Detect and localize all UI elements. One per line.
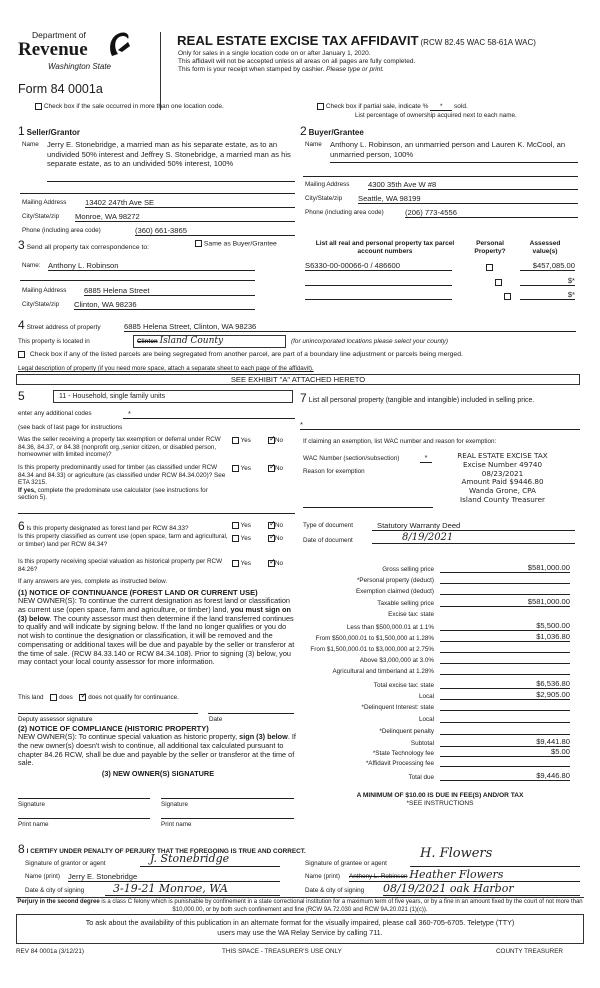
tax-row [300,631,580,642]
partial-sale-checkbox[interactable] [317,103,324,110]
subtext-3b: Please type or print. [326,66,384,73]
assessed-value-3[interactable]: $* [520,290,575,300]
tax-value[interactable]: $6,536.80 [440,679,570,689]
stamp-line-5: Wanda Grone, CPA [469,486,536,496]
no-label: No [275,560,284,568]
tax-label: From $500,000.01 to $1,500,000 at 1.28% [315,634,434,642]
buyer-city-label: City/State/zip [305,195,343,202]
buyer-num: 2 [300,124,307,138]
tax-label: *Delinquent Interest: state [361,703,434,711]
perjury-bold: Perjury in the second degree [17,899,100,905]
tax-row [300,642,580,653]
tax-row [300,747,580,757]
land-use-code[interactable]: 11 - Household, single family units [53,390,293,403]
s6-q2: Is this property classified as current use (open space, farm and agricultural, or timber) land per RCW 84.34? [18,533,228,548]
tax-value[interactable] [440,702,570,711]
tax-label: *Personal property (deduct) [356,576,434,584]
n2-bold: sign (3) below [239,732,288,741]
tax-row [300,664,580,675]
tax-row [300,757,580,767]
yes-label: Yes [240,437,251,445]
form-number: Form 84 0001a [18,82,103,96]
no-label: No [275,437,284,445]
located-struck: Clinton [137,339,158,345]
located-select[interactable] [133,335,286,348]
treasurer-space-label: THIS SPACE - TREASURER'S USE ONLY [222,948,342,955]
tax-table [300,561,580,781]
parcel-col2-header: Personal Property? [474,240,506,255]
does-checkbox[interactable] [50,694,57,701]
s6-q1-no[interactable] [268,522,283,529]
legal-label: Legal description of property (if you need more space, attach a separate sheet to each page of the affidavit). [18,365,314,372]
tax-value[interactable]: $5.00 [440,747,570,757]
doc-type-label: Type of document [303,522,354,529]
county-treasurer-label: COUNTY TREASURER [496,948,563,955]
tax-value[interactable] [440,714,570,723]
tax-value[interactable] [440,575,570,584]
tax-value[interactable]: $5,500.00 [440,621,570,631]
buyer-name-line2 [303,176,578,177]
tax-row [300,653,580,664]
section5-num: 5 [18,389,25,403]
any-yes-note: If any answers are yes, complete as instructed below. [18,578,168,585]
does-label: does [59,694,73,702]
s6-q3-no[interactable] [268,560,283,567]
seller-city-label: City/State/zip [22,213,60,220]
s5-q1: Was the seller receiving a property tax exemption or deferral under RCW 84.36, 84.37, or 84.38 (nonprofit org.,senior citizen, or disabled person, homeowner with limited income)? [18,436,221,459]
revenue-label: Revenue [18,39,88,60]
doc-date-label: Date of document [303,537,353,544]
corr-name[interactable]: Anthony L. Robinson [48,261,255,271]
tax-value[interactable] [440,726,570,735]
owner-sig-line-2[interactable] [161,798,294,799]
owner-sig-label-1: Signature [18,801,45,808]
s6-q2-yes[interactable] [232,535,251,542]
grantee-sig-label: Signature of grantee or agent [305,860,387,867]
subtext-1: Only for sales in a single location code on or after January 1, 2020. [178,50,371,57]
correspondence-heading [18,238,149,252]
segregated-check[interactable] [18,351,463,358]
s5-q2-no-checkbox[interactable] [268,465,275,472]
title-text: REAL ESTATE EXCISE TAX AFFIDAVIT [177,33,419,48]
washington-state-label: Washington State [48,62,112,71]
tax-value[interactable]: $581,000.00 [440,563,570,573]
tax-label: Agricultural and timberland at 1.28% [332,667,434,675]
buyer-mailing-label: Mailing Address [305,181,350,188]
multi-location-checkbox[interactable] [35,103,42,110]
continuance-row [18,694,179,701]
n2-a: NEW OWNER(S): To continue special valuation as historic property, [18,732,240,741]
tax-row [300,700,580,711]
s6-q1-text: Is this property designated as forest land per RCW 84.33? [26,525,189,532]
stamp-line-1: REAL ESTATE EXCISE TAX [457,451,548,460]
grantor-sig-label: Signature of grantor or agent [25,860,106,867]
assessed-value-2[interactable]: $* [520,276,575,286]
s5-q2-no[interactable] [268,465,283,472]
parcel-number-3[interactable] [305,289,452,300]
wac-number[interactable]: * [420,453,432,463]
s5-q2-yes-checkbox[interactable] [232,465,239,472]
tax-label: Less than $500,000.01 at 1.1% [346,623,434,631]
tax-label: Total due [408,773,434,781]
header-divider [160,32,161,110]
tax-label: Local [418,715,434,723]
owner-print-label-1: Print name [18,821,49,828]
corr-city-label: City/State/zip [22,301,60,308]
header-subtext [178,50,415,74]
doc-type[interactable]: Statutory Warranty Deed [372,521,575,531]
tax-value[interactable] [440,586,570,595]
notice-continuance-title: (1) NOTICE OF CONTINUANCE (FOREST LAND OR CURRENT USE) [18,588,258,597]
minimum-due-note: A MINIMUM OF $10.00 IS DUE IN FEE(S) AND/OR TAX [356,792,524,799]
reason-label: Reason for exemption [303,468,365,475]
perjury-notice [16,897,584,914]
s5-q1-no-checkbox[interactable] [268,437,275,444]
personal-property-checkbox-2[interactable] [495,279,502,286]
parcel-col1-header: List all real and personal property tax parcel account numbers [315,240,455,255]
seller-phone[interactable]: (360) 661-3865 [135,226,295,236]
grantee-name-label: Name (print) [305,873,340,880]
reason-line[interactable] [303,507,433,508]
s6-q2-no[interactable] [268,535,283,542]
buyer-phone-label: Phone (including area code) [305,209,384,216]
stamp-line-3: 08/23/2021 [481,468,524,478]
tax-row [300,573,580,584]
parcel-number-2[interactable] [305,275,452,286]
owner-sig-label-2: Signature [161,801,188,808]
seller-name-line1 [47,181,295,182]
tax-value[interactable] [440,655,570,664]
n2-b: . If the new owner(s) doesn't wish to continue, all additional tax calculated pursuant to chapter 84.26 RCW, shall be due and payable by the seller or transferor at the time of sale. [18,732,296,768]
seller-heading [18,124,80,138]
grantee-name-handwritten: Heather Flowers [409,868,504,881]
perjury-text: is a class C felony which is punishable by confinement in a state correctional institution for a maximum term of five years, or by a fine in an amount fixed by the court of not more than $10,000.00, or by both such confinement and fine (RCW 9A.72.030 and RCW 9A.20.021 (1)(c)). [99,899,583,913]
s5-q2-text: Is this property predominantly used for timber (as classified under RCW 84.34 and 84.33) or agriculture (as classified under RCW 84.34.020)? See ETA 3215. [18,464,226,487]
legal-description[interactable]: SEE EXHIBIT "A" ATTACHED HERETO [16,374,580,385]
subtext-2: This affidavit will not be accepted unless all areas on all pages are fully completed. [178,58,416,65]
correspondence-label: Send all property tax correspondence to: [26,244,150,251]
property-street-label [18,318,101,332]
s6-q2-yes-checkbox[interactable] [232,535,239,542]
dept-of-label: Department of [32,30,86,40]
tax-value[interactable]: $9,441.80 [440,737,570,747]
corr-name-label: Name: [22,262,41,269]
s6-q1-yes[interactable] [232,522,251,529]
new-owner-sig-title: (3) NEW OWNER(S) SIGNATURE [101,769,215,778]
tax-row [300,607,580,618]
tax-label: *Affidavit Processing fee [365,759,434,767]
s6-q3: Is this property receiving special valuation as historical property per RCW 84.26? [18,558,223,573]
grantor-name-label: Name (print) [25,873,60,880]
tax-row [300,675,580,689]
yes-label: Yes [240,522,251,530]
owner-print-line-1[interactable] [18,818,150,819]
street-label: Street address of property [26,324,101,331]
tax-row [300,618,580,631]
section7-label [300,391,580,405]
correspondence-num: 3 [18,238,25,252]
tax-label: Taxable selling price [377,599,434,607]
alt-format-notice: To ask about the availability of this publication in an alternate format for the visually impaired, please call 360-705-6705. Teletype (TTY) users may use the WA Relay Service by calling 711. [16,914,584,944]
s6-q3-yes-checkbox[interactable] [232,560,239,567]
deputy-sig-line [18,713,198,714]
stamp-line-2: Excise Number 49740 [462,459,543,469]
buyer-name-label: Name [305,141,322,148]
multi-location-label: Check box if the sale occurred in more than one location code. [43,103,224,111]
seller-mailing[interactable]: 13402 247th Ave SE [85,198,295,208]
buyer-heading [300,124,364,138]
s6-q1-yes-checkbox[interactable] [232,522,239,529]
s5-q1-yes-checkbox[interactable] [232,437,239,444]
treasurer-stamp [420,452,585,505]
doc-date[interactable]: 8/19/2021 [372,532,575,544]
tax-value[interactable]: $581,000.00 [440,597,570,607]
buyer-name-line1 [330,162,578,163]
tax-label: Local [418,692,434,700]
same-as-buyer-checkbox[interactable] [195,240,202,247]
seller-num: 1 [18,124,25,138]
owner-print-label-2: Print name [161,821,192,828]
title-rcw: (RCW 82.45 WAC 58-61A WAC) [420,38,536,47]
tax-value[interactable] [440,666,570,675]
s6-q2-no-checkbox[interactable] [268,535,275,542]
seller-mailing-label: Mailing Address [22,199,67,206]
s5-q2-ifyes: If yes, [18,486,36,494]
grantor-name[interactable]: Jerry E. Stonebridge [68,872,280,882]
yes-label: Yes [240,465,251,473]
corr-name-line2 [20,280,255,281]
no-label: No [275,535,284,543]
deputy-date-label: Date [209,716,223,723]
located-note: (for unincorporated locations please select your county) [291,338,449,345]
tax-label: *State Technology fee [372,749,434,757]
grantee-signature[interactable]: H. Flowers [410,846,580,867]
s5-q1-no[interactable] [268,437,283,444]
section7-num: 7 [300,391,307,405]
dor-logo [18,30,138,75]
seller-title: Seller/Grantor [26,128,80,137]
seller-name-line2 [20,193,295,194]
tax-label: Subtotal [410,739,434,747]
tax-row [300,723,580,735]
subtext-3a: This form is your receipt when stamped by cashier. [178,66,325,73]
tax-value[interactable]: $9,446.80 [440,771,570,781]
owner-sig-line-1[interactable] [18,798,150,799]
n1-b: . The county assessor must then determine if the land transferred continues to qualify and will indicate by signing below. If the land no longer qualifies or you do not wish to continue the designation or classification, it will be removed and the compensating or additional taxes will be due and payable by the seller or transferor at the time of sale. (RCW 84.33.140 or RCW 84.34.108). Prior to signing (3) below, you may contact your local county assessor for more information. [18,613,295,667]
buyer-name[interactable]: Anthony L. Robinson, an unmarried person and Lauren K. McCool, an unmarried person, 100% [330,140,566,159]
located-label: This property is located in [18,338,90,345]
tax-row [300,735,580,747]
buyer-city[interactable]: Seattle, WA 98199 [358,194,578,204]
no-label: No [275,465,284,473]
deputy-sig-label: Deputy assessor signature [18,716,93,723]
additional-codes-label: enter any additional codes [18,410,92,417]
located-handwritten: Island County [159,336,224,346]
s5-q1-yes[interactable] [232,437,251,444]
see-instructions-note: *SEE INSTRUCTIONS [406,800,474,807]
buyer-mailing[interactable]: 4300 35th Ave W #8 [368,180,578,190]
does-not-checkbox[interactable] [79,694,86,701]
additional-codes[interactable]: * [123,409,295,419]
tax-row [300,595,580,607]
segregated-label: Check box if any of the listed parcels are being segregated from another parcel, are part of a boundary line adjustment or parcels being merged. [29,351,463,359]
s6-q1 [18,519,189,533]
this-land-label: This land [18,694,44,702]
same-as-buyer-label: Same as Buyer/Grantee [203,240,277,248]
corr-city[interactable]: Clinton, WA 98236 [74,300,255,310]
grantee-name-field[interactable] [349,868,580,882]
property-num: 4 [18,318,25,332]
s5-q2-yes[interactable] [232,465,251,472]
corr-mailing-label: Mailing Address [22,287,67,294]
s5-q2 [18,464,228,502]
notice-compliance-title: (2) NOTICE OF COMPLIANCE (HISTORIC PROPERTY) [18,724,209,733]
multi-location-check[interactable] [35,103,224,110]
grantee-date-city[interactable]: 08/19/2021 oak Harbor [383,882,580,896]
stamp-line-6: Island County Treasurer [460,494,545,504]
tax-value[interactable] [440,644,570,653]
form-title [177,33,536,48]
buyer-title: Buyer/Grantee [308,128,364,137]
tax-label: *Delinquent penalty [379,727,434,735]
tax-row [300,689,580,700]
section6-num: 6 [18,519,25,533]
wac-label: WAC Number (section/subsection) [303,455,400,462]
partial-note: List percentage of ownership acquired next to each name. [355,112,517,119]
subtext-3 [178,66,415,74]
grantor-date-city[interactable]: 3-19-21 Monroe, WA [105,882,280,896]
deputy-date-line [208,713,294,714]
tax-value[interactable]: $2,905.00 [440,690,570,700]
tax-label: Above $3,000,000 at 3.0% [359,656,434,664]
partial-sale-suffix: sold. [454,103,468,111]
tax-value[interactable] [440,758,570,767]
personal-property-list[interactable]: * [300,420,580,430]
rev-number: REV 84 0001a (3/12/21) [16,948,84,955]
stamp-line-4: Amount Paid $9446.80 [461,477,544,487]
seller-name[interactable]: Jerry E. Stonebridge, a married man as his separate estate, as to an undivided 50% interest and Jeffrey S. Stonebridge, a married man as his separate estate, as to an undivided 50% interest, 100% [47,140,291,169]
grantee-name-struck: Anthony L. Robinson [349,873,408,880]
tax-label: Total excise tax: state [373,681,434,689]
s6-q3-yes[interactable] [232,560,251,567]
notice-compliance-body [18,733,298,768]
buyer-phone[interactable]: (206) 773-4556 [405,208,578,218]
certify-text: I CERTIFY UNDER PENALTY OF PERJURY THAT THE FOREGOING IS TRUE AND CORRECT. [26,848,306,855]
assessed-value-1[interactable]: $457,085.00 [520,261,575,271]
s5-divider [18,513,295,514]
seller-name-label: Name [22,141,39,148]
section8-num: 8 [18,842,25,856]
section7-text: List all personal property (tangible and intangible) included in selling price. [308,397,535,404]
tax-row [300,561,580,573]
s6-q3-no-checkbox[interactable] [268,560,275,567]
n1-a: NEW OWNER(S): To continue the current designation as forest land or classification as current use (open space, farm and agriculture, or timber) land, [18,596,290,614]
partial-sale-percent[interactable]: * [430,103,452,111]
personal-property-checkbox-3[interactable] [504,293,511,300]
yes-label: Yes [240,535,251,543]
partial-sale-label: Check box if partial sale, indicate % [325,103,429,111]
n1-bold: you must sign on (3) below [18,604,291,623]
corr-mailing[interactable]: 6885 Helena Street [84,286,255,296]
property-street[interactable]: 6885 Helena Street, Clinton, WA 98236 [124,322,576,332]
seller-city[interactable]: Monroe, WA 98272 [75,212,295,222]
notice-continuance-body [18,597,298,667]
tax-value[interactable]: $1,036.80 [440,632,570,642]
seller-phone-label: Phone (including area code) [22,227,101,234]
tax-label: From $1,500,000.01 to $3,000,000 at 2.75% [310,645,434,653]
s5-q2-tail: complete the predominate use calculator (see instructions for section 5). [18,486,208,502]
partial-sale-check[interactable] [317,103,468,111]
revenue-swirl-icon [106,30,132,60]
same-as-buyer[interactable] [195,240,277,247]
tax-label: Excise tax: state [388,610,434,618]
parcel-number-1[interactable]: S6330-00-00066-0 / 486600 [305,261,452,271]
tax-row [300,767,580,781]
no-label: No [275,522,284,530]
personal-property-checkbox-1[interactable] [486,264,493,271]
grantee-date-label: Date & city of signing [305,887,365,894]
owner-print-line-2[interactable] [161,818,294,819]
tax-label: Gross selling price [382,566,434,573]
yes-label: Yes [240,560,251,568]
tax-row [300,711,580,723]
grantor-signature[interactable]: J. Stonebridge [140,852,280,867]
s6-q1-no-checkbox[interactable] [268,522,275,529]
tax-label: Exemption claimed (deduct) [355,587,434,595]
does-not-label: does not qualify for continuance. [88,694,179,702]
see-back-label: (see back of last page for instructions [18,424,123,431]
exemption-label: If claiming an exemption, list WAC number and reason for exemption: [303,438,497,445]
grantor-date-label: Date & city of signing [25,887,85,894]
parcel-col3-header: Assessed value(s) [529,240,561,255]
tax-row [300,584,580,595]
segregated-checkbox[interactable] [18,351,25,358]
